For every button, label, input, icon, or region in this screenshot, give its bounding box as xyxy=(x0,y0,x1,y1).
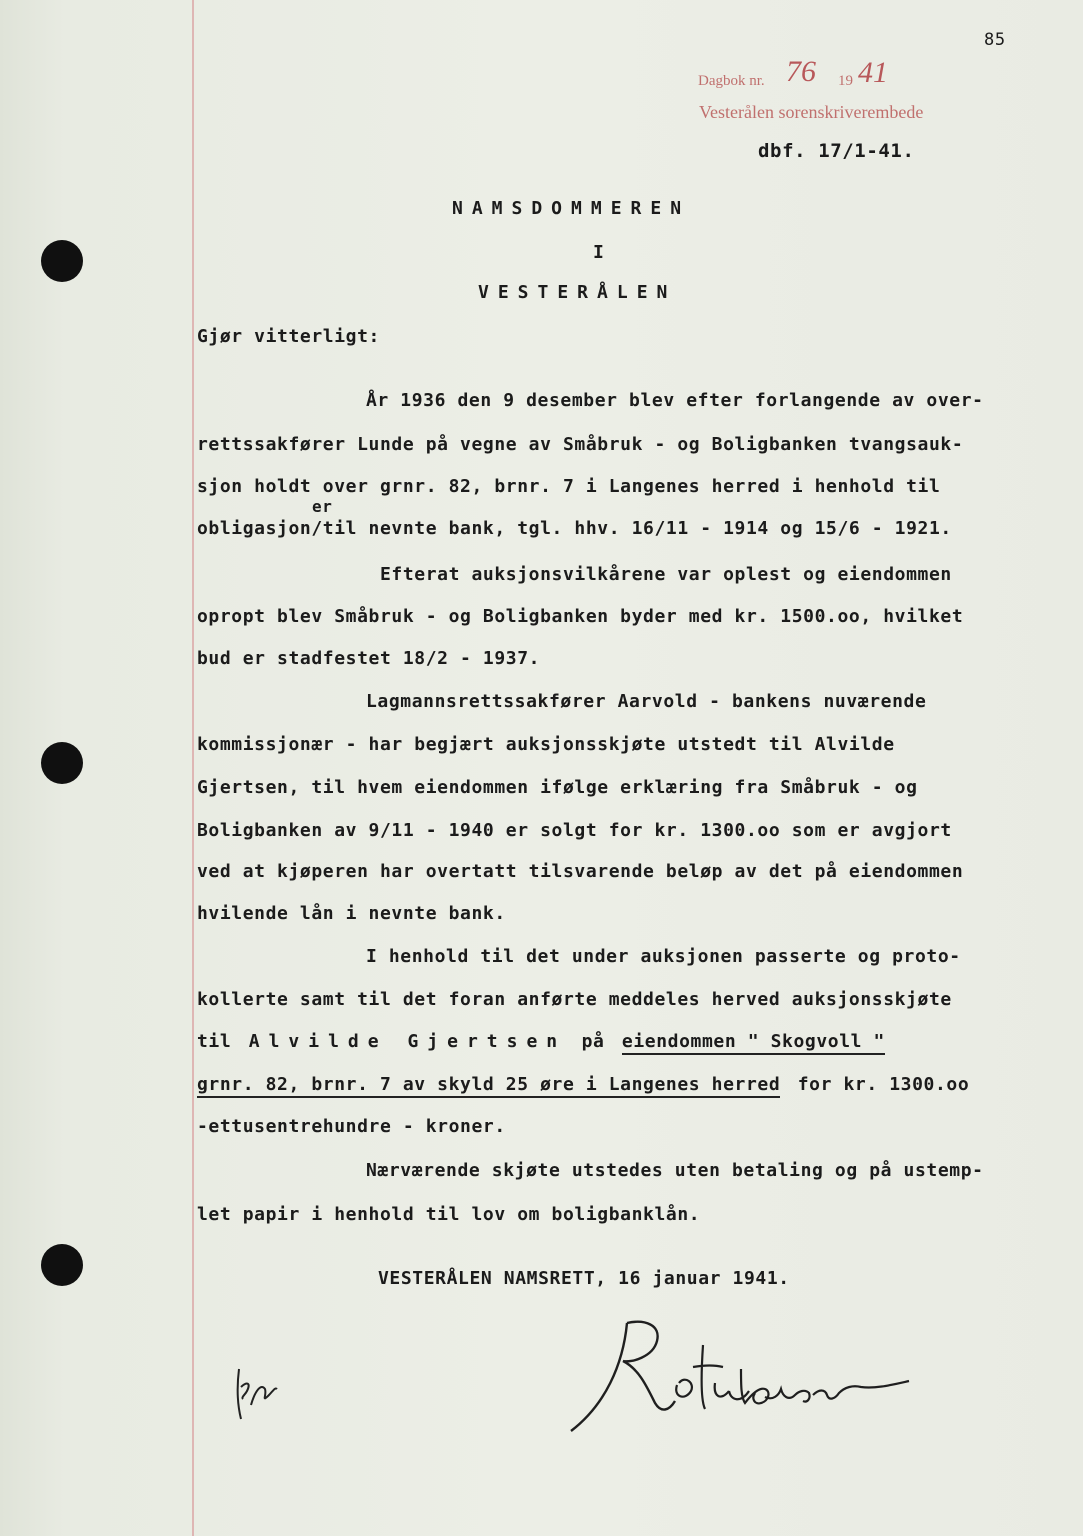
stamp-dagbok-number: 76 xyxy=(786,55,816,88)
p3-line: Gjertsen, til hvem eiendommen ifølge erklæring fra Småbruk - og xyxy=(197,777,918,798)
punch-hole xyxy=(41,240,83,282)
stamp-office: Vesterålen sorenskriverembede xyxy=(699,102,924,122)
p2-line: Efterat auksjonsvilkårene var oplest og eiendommen xyxy=(380,564,952,585)
p3-line: Boligbanken av 9/11 - 1940 er solgt for kr. 1300.oo som er avgjort xyxy=(197,820,952,841)
p4-line: -ettusentrehundre - kroner. xyxy=(197,1116,506,1137)
p5-line: Nærværende skjøte utstedes uten betaling og på ustemp- xyxy=(366,1160,984,1181)
punch-hole xyxy=(41,1244,83,1286)
stamp-dagbok-label: Dagbok nr. xyxy=(698,73,765,89)
p4-line: kollerte samt til det foran anførte meddeles herved auksjonsskjøte xyxy=(197,989,952,1010)
price: for kr. 1300.oo xyxy=(797,1074,970,1095)
p1-line: sjon holdt over grnr. 82, brnr. 7 i Langenes herred i henhold til xyxy=(197,476,941,497)
p4-to: til xyxy=(197,1031,232,1052)
initials-signature xyxy=(225,1365,285,1425)
p1-line: obligasjon/til nevnte bank, tgl. hhv. 16/11 - 1914 og 15/6 - 1921. xyxy=(197,518,952,539)
stamp-year-prefix: 19 xyxy=(838,73,853,89)
heading-line2: I xyxy=(593,242,605,263)
margin-line xyxy=(192,0,194,1536)
p2-line: bud er stadfestet 18/2 - 1937. xyxy=(197,648,541,669)
p1-line: År 1936 den 9 desember blev efter forlangende av over- xyxy=(366,390,984,411)
p3-line: ved at kjøperen har overtatt tilsvarende beløp av det på eiendommen xyxy=(197,861,964,882)
punch-hole xyxy=(41,742,83,784)
heading-line3: VESTERÅLEN xyxy=(478,282,677,303)
p4-line: I henhold til det under auksjonen passerte og proto- xyxy=(366,946,961,967)
stamp-year-suffix: 41 xyxy=(858,56,888,89)
dbf-date: dbf. 17/1-41. xyxy=(758,140,915,162)
p1-insert: er xyxy=(312,497,333,516)
p2-line: opropt blev Småbruk - og Boligbanken byder med kr. 1500.oo, hvilket xyxy=(197,606,964,627)
buyer-name: Alvilde Gjertsen xyxy=(248,1031,567,1052)
property-name: eiendommen " Skogvoll " xyxy=(622,1031,885,1055)
closing: VESTERÅLEN NAMSRETT, 16 januar 1941. xyxy=(378,1268,790,1289)
p3-line: kommissjonær - har begjært auksjonsskjøte utstedt til Alvilde xyxy=(197,734,895,755)
p4-on: på xyxy=(581,1031,605,1052)
p3-line: Lagmannsrettssakfører Aarvold - bankens nuværende xyxy=(366,691,927,712)
p1-line: rettssakfører Lunde på vegne av Småbruk - og Boligbanken tvangsauk- xyxy=(197,434,964,455)
heading-line1: NAMSDOMMEREN xyxy=(452,198,691,219)
page-number: 85 xyxy=(984,30,1006,50)
judge-signature xyxy=(565,1305,915,1440)
p3-line: hvilende lån i nevnte bank. xyxy=(197,903,506,924)
p4-line xyxy=(197,1074,969,1095)
property-description: grnr. 82, brnr. 7 av skyld 25 øre i Langenes herred xyxy=(197,1074,780,1098)
p4-line xyxy=(197,1031,885,1052)
intro: Gjør vitterligt: xyxy=(197,326,380,347)
p5-line: let papir i henhold til lov om boligbanklån. xyxy=(197,1204,701,1225)
